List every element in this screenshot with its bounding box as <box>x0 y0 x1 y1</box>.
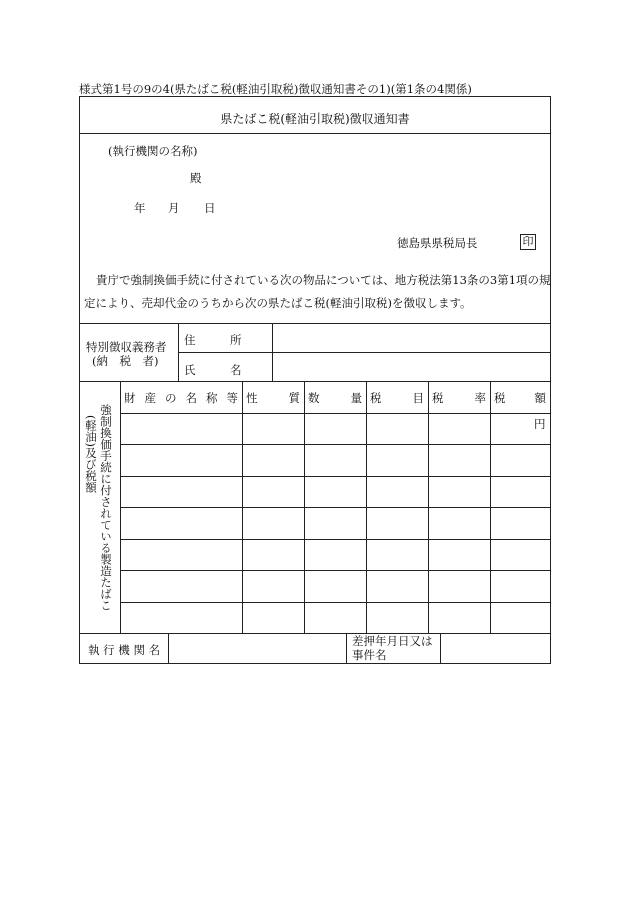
seizure-date-label-line2: 事件名 <box>352 648 387 662</box>
goods-table-cell <box>429 508 489 538</box>
goods-table-cell <box>243 571 303 601</box>
seizure-date-label-line1: 差押年月日又は <box>352 634 433 648</box>
goods-table-cell <box>491 603 549 632</box>
goods-column-header: 数 量 <box>308 391 362 405</box>
goods-vertical-label-b: (軽油)及び税額 <box>84 415 98 493</box>
goods-table-cell <box>305 414 365 443</box>
goods-table-cell <box>305 603 365 632</box>
name-field <box>273 353 549 380</box>
goods-column-header: 税 率 <box>432 391 486 405</box>
goods-table-cell <box>305 477 365 506</box>
goods-table-cell <box>429 540 489 569</box>
form-number-title: 様式第1号の9の4(県たばこ税(軽油引取税)徴収通知書その1)(第1条の4関係) <box>79 82 472 96</box>
goods-column-header: 財 産 の 名 称 等 <box>124 391 238 405</box>
goods-table-cell <box>491 508 549 538</box>
goods-table-cell <box>367 414 427 443</box>
date-year: 年 <box>134 201 146 215</box>
goods-table-cell <box>121 571 241 601</box>
addressee-label: (執行機関の名称) <box>108 144 198 158</box>
taxpayer-label-line2: (納 税 者) <box>92 354 159 368</box>
goods-vertical-label-a: 強制換価手続に付されている製造たばこ <box>99 404 113 611</box>
issuer-name: 徳島県県税局長 <box>397 236 478 250</box>
address-label: 住 所 <box>184 333 242 347</box>
title-divider <box>80 133 550 134</box>
taxpayer-label-line1: 特別徴収義務者 <box>86 340 167 354</box>
goods-table-cell <box>243 414 303 443</box>
goods-table-cell <box>367 603 427 632</box>
goods-table-cell <box>491 414 549 443</box>
yen-unit-label: 円 <box>534 417 546 431</box>
goods-table-cell <box>243 445 303 475</box>
goods-table-cell <box>491 477 549 506</box>
notice-body-line1: 貴庁で強制換価手続に付されている次の物品については、地方税法第13条の3第1項の規 <box>96 273 551 287</box>
goods-column-header: 税 目 <box>370 391 424 405</box>
name-label: 氏 名 <box>184 363 242 377</box>
goods-table-cell <box>429 571 489 601</box>
goods-table-cell <box>121 414 241 443</box>
goods-column-header: 税 額 <box>494 391 546 405</box>
goods-table-cell <box>121 540 241 569</box>
goods-column-header: 性 質 <box>246 391 300 405</box>
executing-agency-field <box>169 634 345 663</box>
goods-table-cell <box>491 540 549 569</box>
goods-table-cell <box>243 508 303 538</box>
goods-table-cell <box>121 603 241 632</box>
goods-table-cell <box>429 445 489 475</box>
goods-table-cell <box>121 477 241 506</box>
goods-table-cell <box>491 571 549 601</box>
goods-table-cell <box>305 508 365 538</box>
date-month: 月 <box>168 201 180 215</box>
goods-table-cell <box>243 540 303 569</box>
goods-table-cell <box>429 603 489 632</box>
goods-table-cell <box>367 445 427 475</box>
goods-table-cell <box>243 603 303 632</box>
goods-table-cell <box>491 445 549 475</box>
document-title: 県たばこ税(軽油引取税)徴収通知書 <box>220 112 410 126</box>
notice-body-line2: 定により、売却代金のうちから次の県たばこ税(軽油引取税)を徴収します。 <box>84 296 472 310</box>
goods-table-cell <box>305 571 365 601</box>
date-day: 日 <box>204 201 216 215</box>
address-field <box>273 324 549 351</box>
executing-agency-label: 執 行 機 関 名 <box>88 643 161 657</box>
goods-table-cell <box>121 508 241 538</box>
goods-table-cell <box>429 477 489 506</box>
goods-table-cell <box>121 445 241 475</box>
goods-table-cell <box>429 414 489 443</box>
collection-notice-form <box>79 96 551 664</box>
goods-table-cell <box>367 477 427 506</box>
goods-table-cell <box>305 445 365 475</box>
seizure-date-field <box>441 634 549 663</box>
seal-mark: 印 <box>520 234 536 250</box>
goods-table-cell <box>243 477 303 506</box>
goods-table-cell <box>367 540 427 569</box>
goods-table-cell <box>305 540 365 569</box>
goods-table-cell <box>367 571 427 601</box>
honorific: 殿 <box>190 171 202 185</box>
goods-table-cell <box>367 508 427 538</box>
